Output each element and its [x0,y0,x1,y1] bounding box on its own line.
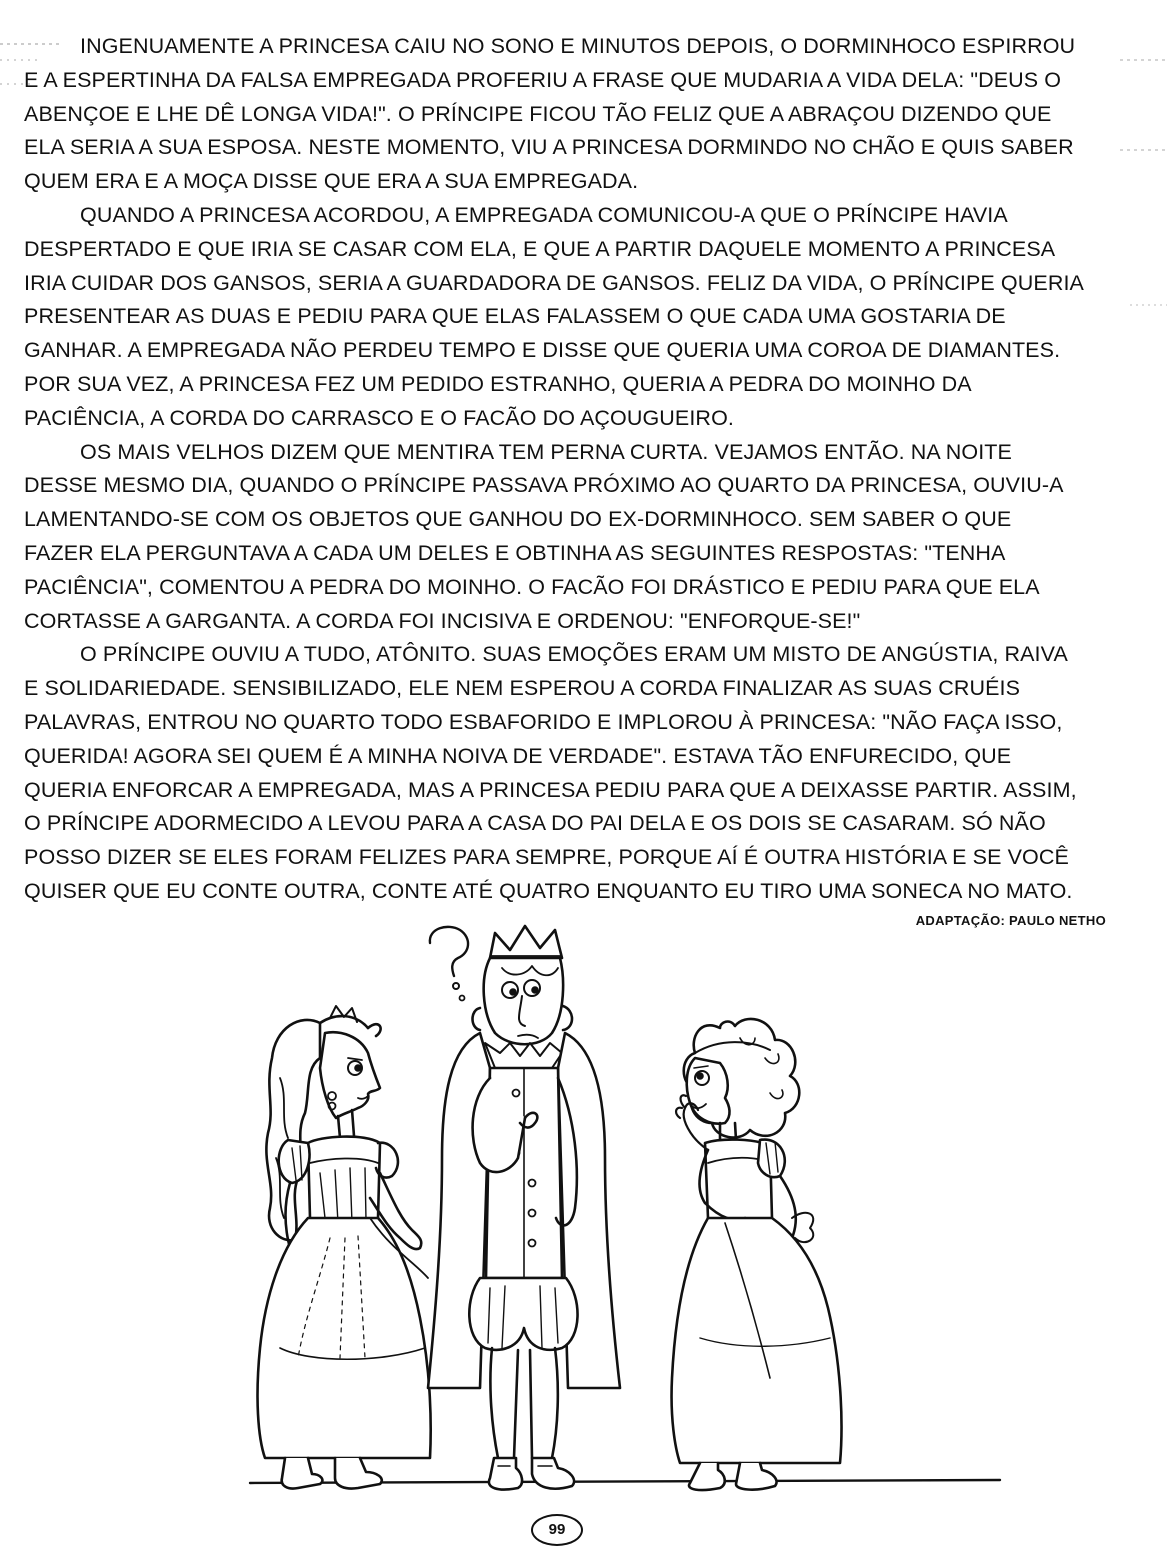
paragraph [24,30,1124,199]
text-line: IRIA CUIDAR DOS GANSOS, SERIA A GUARDADORA DE GANSOS. FELIZ DA VIDA, O PRÍNCIPE QUERIA [24,270,1084,295]
text-line: QUERIDA! AGORA SEI QUEM É A MINHA NOIVA DE VERDADE". ESTAVA TÃO ENFURECIDO, QUE [24,743,1012,768]
text-line: O PRÍNCIPE OUVIU A TUDO, ATÔNITO. SUAS EMOÇÕES ERAM UM MISTO DE ANGÚSTIA, RAIVA [80,642,1068,667]
text-line: QUISER QUE EU CONTE OUTRA, CONTE ATÉ QUATRO ENQUANTO EU TIRO UMA SONECA NO MATO. [24,878,1073,903]
text-line: QUERIA ENFORCAR A EMPREGADA, MAS A PRINCESA PEDIU PARA QUE A DEIXASSE PARTIR. ASSIM, [24,777,1077,802]
princess-figure [258,1006,431,1489]
adaptation-credit: ADAPTAÇÃO: PAULO NETHO [915,913,1106,928]
paragraph [24,638,1124,908]
text-line: INGENUAMENTE A PRINCESA CAIU NO SONO E MINUTOS DEPOIS, O DORMINHOCO ESPIRROU [80,34,1076,58]
text-line: PACIÊNCIA", COMENTOU A PEDRA DO MOINHO. O FACÃO FOI DRÁSTICO E PEDIU PARA QUE ELA [24,574,1040,599]
text-line: ELA SERIA A SUA ESPOSA. NESTE MOMENTO, VIU A PRINCESA DORMINDO NO CHÃO E QUIS SABER [24,135,1074,160]
text-line: PALAVRAS, ENTROU NO QUARTO TODO ESBAFORIDO E IMPLOROU À PRINCESA: "NÃO FAÇA ISSO, [24,709,1063,734]
text-line: FAZER ELA PERGUNTAVA A CADA UM DELES E OBTINHA AS SEGUINTES RESPOSTAS: "TENHA [24,540,1006,565]
prince-figure [428,926,620,1490]
text-line: DESSE MESMO DIA, QUANDO O PRÍNCIPE PASSAVA PRÓXIMO AO QUARTO DA PRINCESA, OUVIU-A [24,473,1064,498]
story-text [24,30,1124,909]
text-line: POSSO DIZER SE ELES FORAM FELIZES PARA SEMPRE, PORQUE AÍ É OUTRA HISTÓRIA E SE VOCÊ [24,845,1069,870]
text-line: QUANDO A PRINCESA ACORDOU, A EMPREGADA COMUNICOU-A QUE O PRÍNCIPE HAVIA [80,202,1008,227]
text-line: LAMENTANDO-SE COM OS OBJETOS QUE GANHOU DO EX-DORMINHOCO. SEM SABER O QUE [24,507,1012,532]
text-line: ABENÇOE E LHE DÊ LONGA VIDA!". O PRÍNCIPE FICOU TÃO FELIZ QUE A ABRAÇOU DIZENDO QUE [24,101,1052,126]
text-line: OS MAIS VELHOS DIZEM QUE MENTIRA TEM PERNA CURTA. VEJAMOS ENTÃO. NA NOITE [80,439,1012,464]
paragraph [24,436,1124,639]
text-line: POR SUA VEZ, A PRINCESA FEZ UM PEDIDO ESTRANHO, QUERIA A PEDRA DO MOINHO DA [24,371,972,396]
paragraph [24,199,1124,436]
text-line: E A ESPERTINHA DA FALSA EMPREGADA PROFERIU A FRASE QUE MUDARIA A VIDA DELA: "DEUS O [24,67,1062,92]
text-line: PACIÊNCIA, A CORDA DO CARRASCO E O FACÃO DO AÇOUGUEIRO. [24,405,734,430]
text-line: PRESENTEAR AS DUAS E PEDIU PARA QUE ELAS FALASSEM O QUE CADA UMA GOSTARIA DE [24,304,1006,329]
text-line: DESPERTADO E QUE IRIA SE CASAR COM ELA, E QUE A PARTIR DAQUELE MOMENTO A PRINCESA [24,236,1056,261]
text-line: GANHAR. A EMPREGADA NÃO PERDEU TEMPO E DISSE QUE QUERIA UMA COROA DE DIAMANTES. [24,338,1061,363]
text-line: CORTASSE A GARGANTA. A CORDA FOI INCISIVA E ORDENOU: "ENFORQUE-SE!" [24,608,861,633]
text-line: E SOLIDARIEDADE. SENSIBILIZADO, ELE NEM ESPEROU A CORDA FINALIZAR AS SUAS CRUÉIS [24,676,1021,701]
illustration [180,918,1050,1518]
maid-figure [672,1019,842,1490]
text-line: O PRÍNCIPE ADORMECIDO A LEVOU PARA A CASA DO PAI DELA E OS DOIS SE CASARAM. SÓ NÃO [24,811,1046,836]
page-number: 99 [531,1514,583,1546]
text-line: QUEM ERA E A MOÇA DISSE QUE ERA A SUA EMPREGADA. [24,169,639,194]
